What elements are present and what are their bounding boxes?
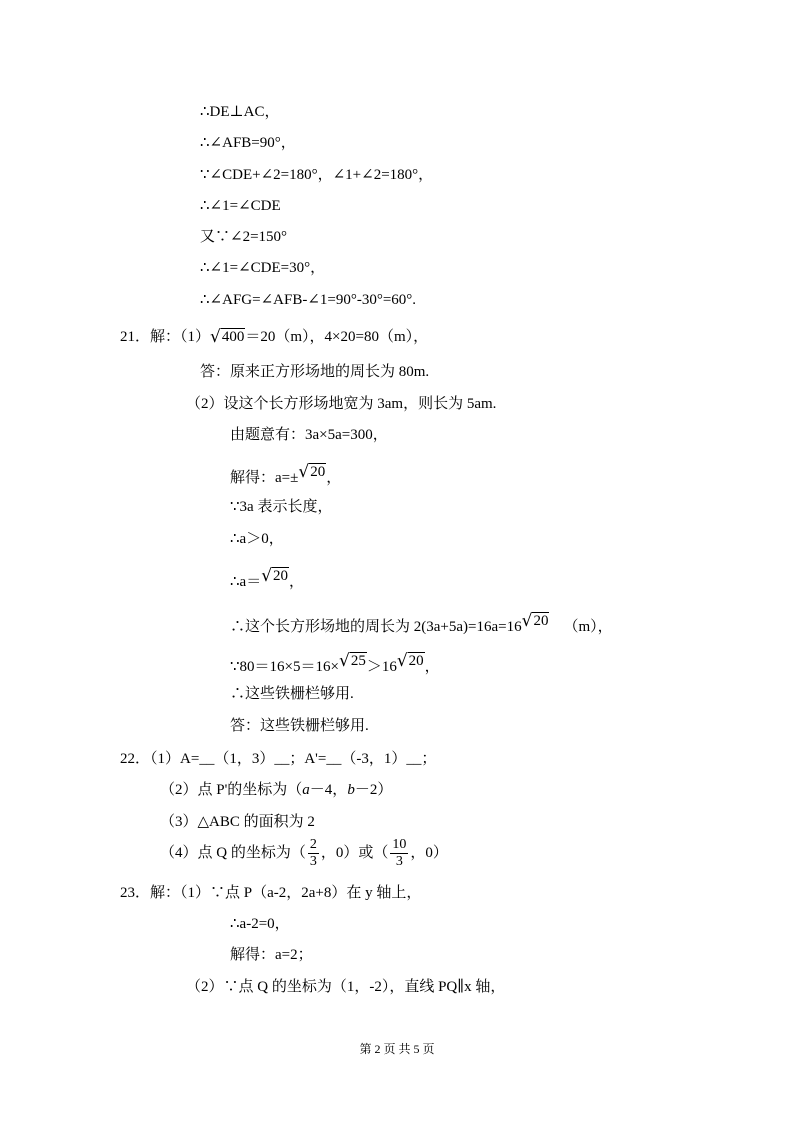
q22-line-4: （4）点 Q 的坐标为（ $\frac{2}{3}$ ，0）或（ $\frac{10}{3}$ ，0） (160, 837, 448, 870)
sqrt-20: √20 (298, 462, 326, 482)
q21-p1-rest: ＝20（m），4×20=80（m）， (245, 329, 429, 345)
proof-line-2: ∴∠AFB=90°， (200, 135, 296, 151)
q23-number: 23． (120, 885, 151, 901)
page-footer: 第 2 页 共 5 页 (359, 1042, 435, 1056)
q22-line-3: （3）△ABC 的面积为 2 (160, 814, 315, 830)
proof-line-1: ∴DE⊥AC， (200, 104, 280, 120)
q21-p1-prefix: （1） (180, 329, 211, 345)
q22-number: 22． (120, 751, 151, 767)
q23-line-1: 23．解：（1）∵点 P（a-2，2a+8）在 y 轴上， (120, 885, 422, 901)
sqrt-20: √20 (521, 611, 549, 631)
answer-a-prime: __（-3，1）__ (326, 751, 422, 767)
q23-line-4: （2）∵点 Q 的坐标为（1，-2），直线 PQ∥x 轴， (186, 979, 506, 995)
q22-line-1: 22．（1）A=__（1，3）__；A'=__（-3，1）__； (120, 751, 437, 767)
q21-equation: 由题意有：3a×5a=300， (230, 427, 388, 443)
q21-a-value: ∴a＝√20， (230, 566, 305, 590)
q21-solve: 解得：a=±√20， (230, 462, 342, 486)
sqrt-20: √20 (396, 651, 424, 671)
q21-compare: ∵80＝16×5＝16×√25＞16√20， (230, 651, 440, 675)
q22-line-2: （2）点 P'的坐标为（a－4，b－2） (160, 782, 393, 798)
fraction-10-3: $\frac{10}{3}$ (392, 837, 407, 870)
answer-a: __（1，3）__ (199, 751, 290, 767)
proof-line-6: ∴∠1=∠CDE=30°， (200, 260, 326, 276)
q23-line-2: ∴a-2=0， (230, 916, 290, 932)
proof-line-4: ∴∠1=∠CDE (200, 198, 281, 214)
q21-number: 21． (120, 329, 151, 345)
q21-positive: ∴a＞0， (230, 531, 284, 547)
proof-line-3: ∵∠CDE+∠2=180°，∠1+∠2=180°， (200, 167, 434, 183)
q21-length: ∵3a 表示长度， (230, 499, 333, 515)
sqrt-20: √20 (261, 566, 289, 586)
sqrt-400: √400 (210, 327, 245, 347)
fraction-2-3: $\frac{2}{3}$ (309, 837, 317, 870)
q21-perimeter: ∴这个长方形场地的周长为 2(3a+5a)=16a=16√20 （m）， (230, 611, 613, 635)
q21-part-2: （2）设这个长方形场地宽为 3am，则长为 5am. (186, 396, 497, 412)
proof-line-7: ∴∠AFG=∠AFB-∠1=90°-30°=60°. (200, 292, 417, 308)
q21-enough: ∴这些铁栅栏够用. (230, 686, 354, 702)
proof-line-5: 又∵∠2=150° (200, 229, 288, 245)
q21-jie: 解： (150, 329, 181, 345)
q21-answer-2: 答：这些铁栅栏够用. (230, 718, 369, 734)
q21-line-1 (120, 327, 428, 347)
q21-answer-1: 答：原来正方形场地的周长为 80m. (200, 364, 430, 380)
q23-line-3: 解得：a=2； (230, 947, 313, 963)
sqrt-25: √25 (338, 651, 366, 671)
